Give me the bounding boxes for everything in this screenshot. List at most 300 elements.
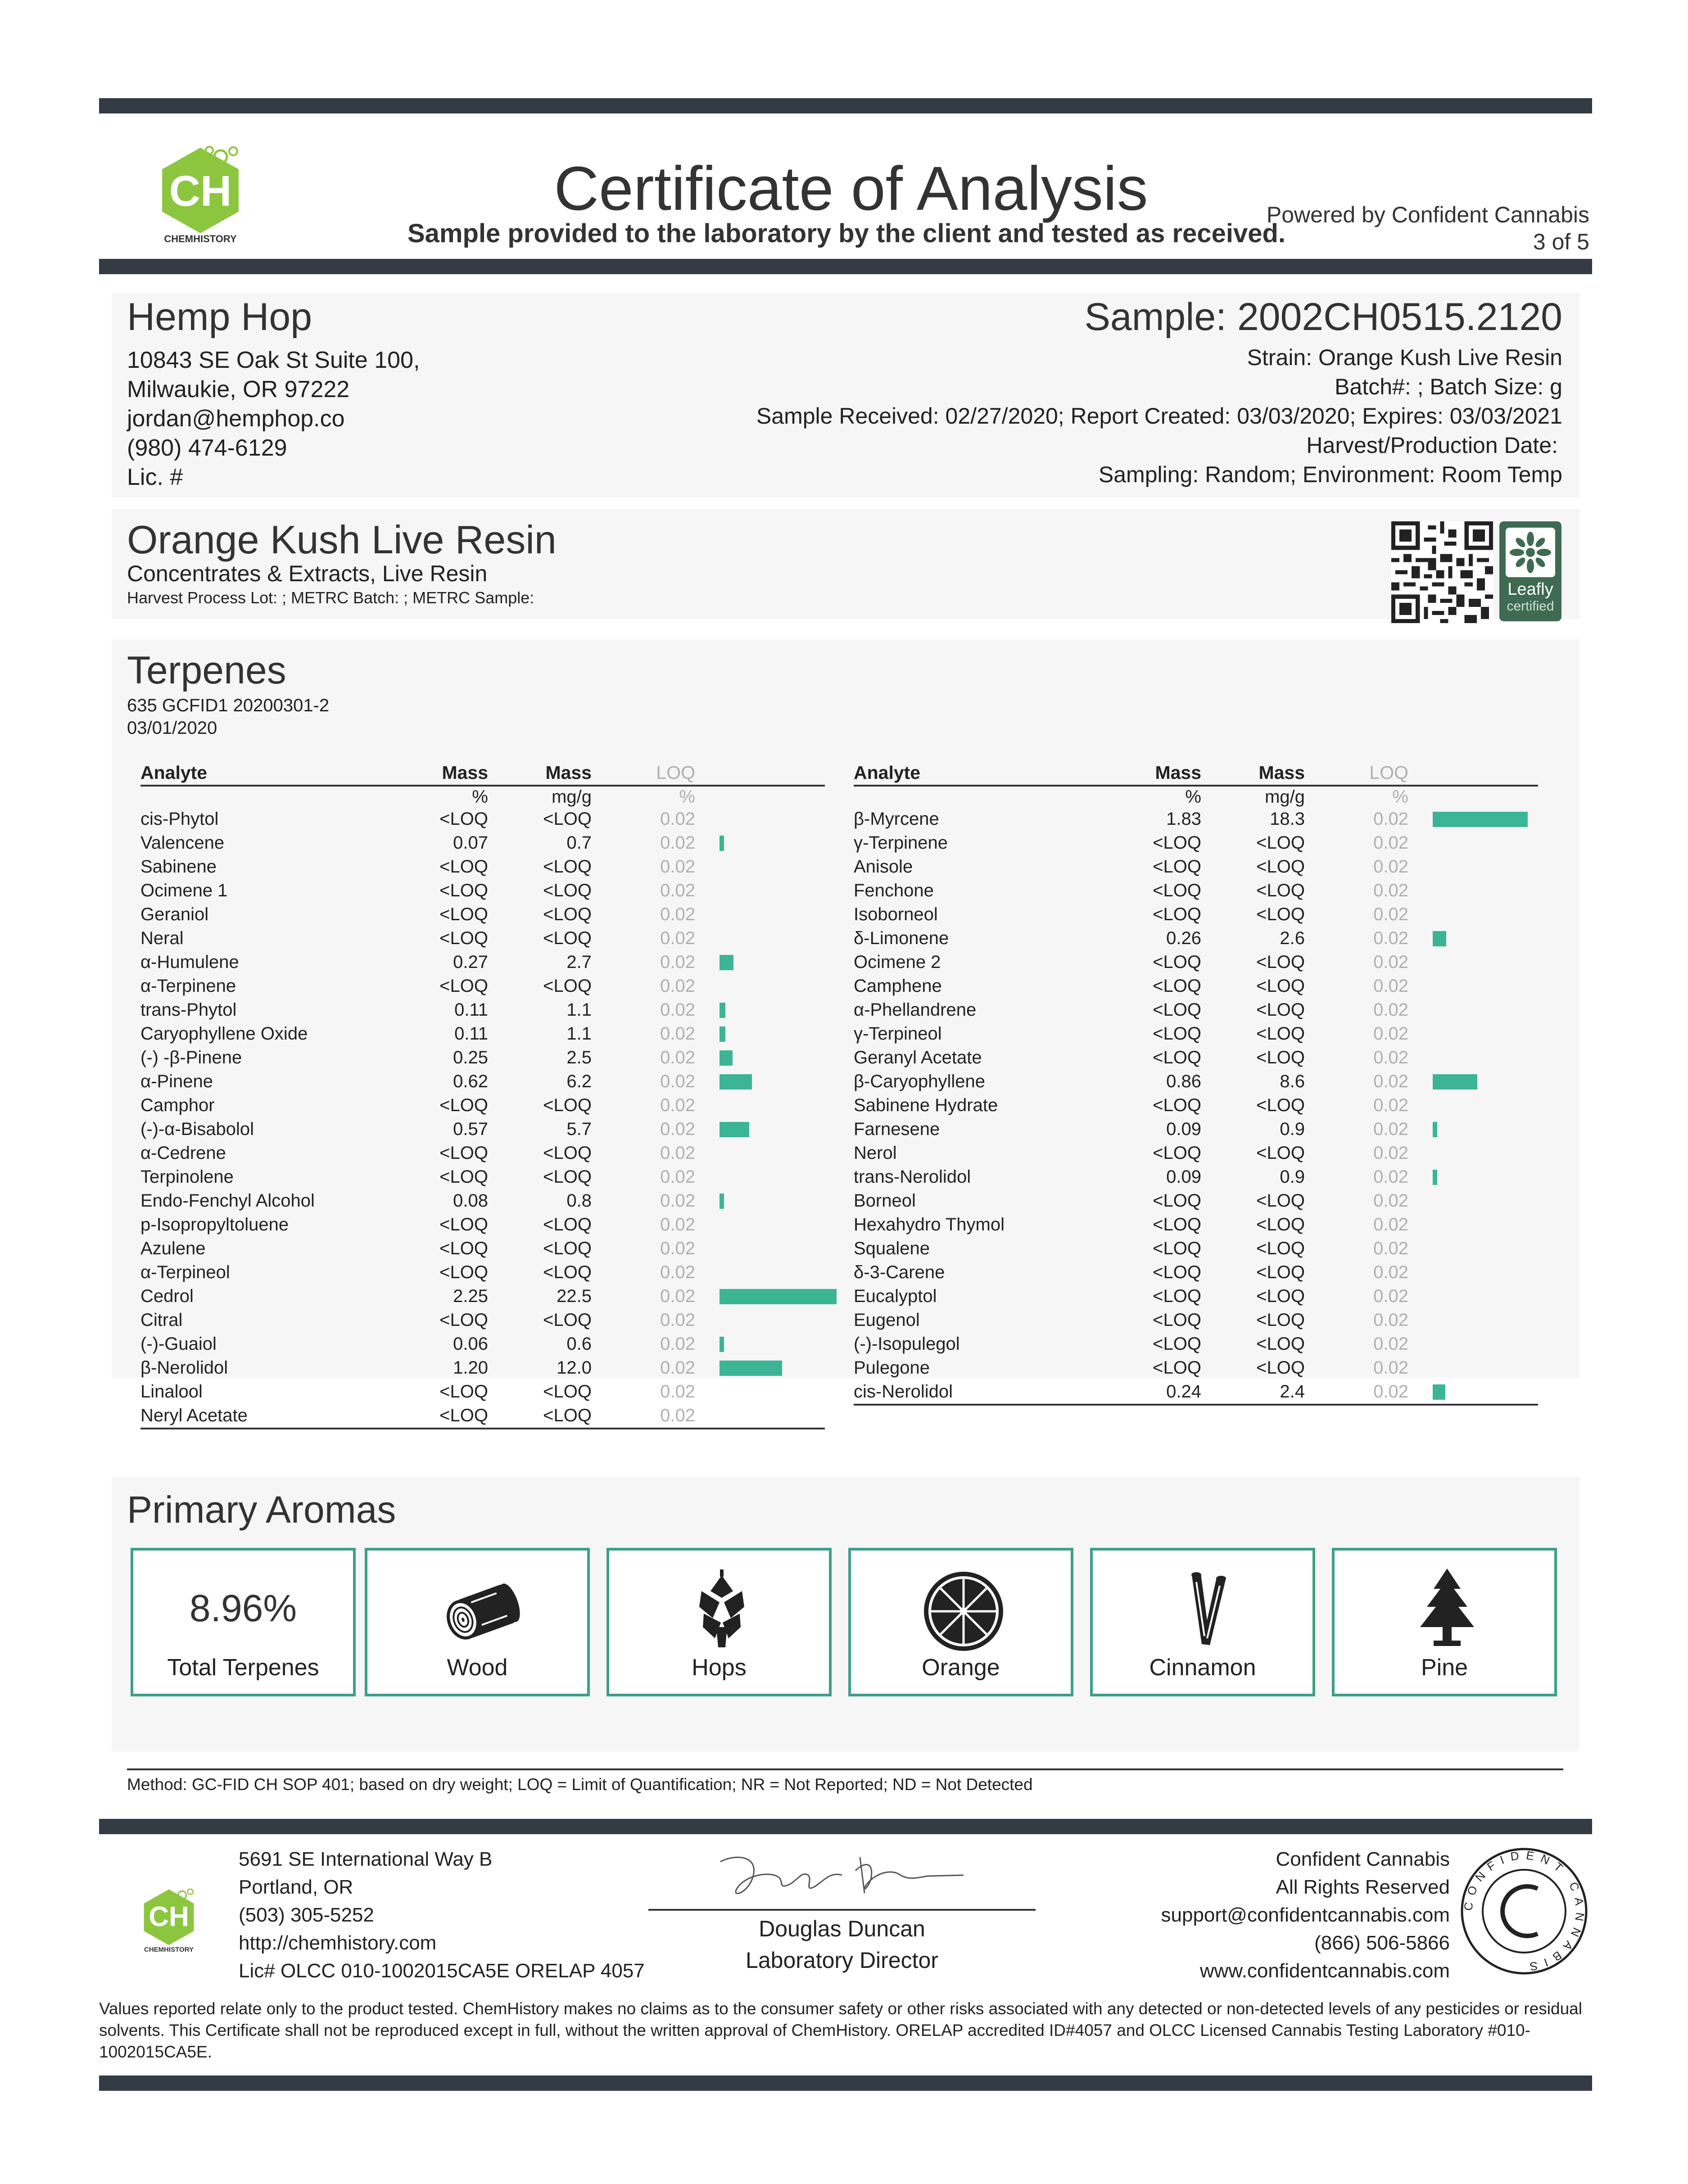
loq-value: 0.02: [660, 1167, 695, 1187]
bar-cell: [703, 831, 825, 855]
mass-percent: 2.25: [453, 1286, 488, 1306]
mass-percent: 0.25: [453, 1048, 488, 1067]
terpene-row: [854, 1308, 1538, 1332]
total-terpenes-box: [131, 1548, 356, 1696]
terpene-row: [140, 1308, 825, 1332]
terpene-row: [140, 879, 825, 903]
mass-percent: 0.11: [454, 1024, 488, 1044]
terpene-row: [140, 974, 825, 998]
mass-mg-per-g: 22.5: [557, 1286, 592, 1306]
footer-logo-caption: CHEMHISTORY: [144, 1946, 194, 1953]
loq-value: 0.02: [1373, 952, 1408, 972]
terpene-row: [140, 1117, 825, 1141]
bar-cell: [703, 807, 825, 831]
terpene-row: [140, 1141, 825, 1165]
mass-percent: <LOQ: [439, 1215, 488, 1234]
mass-percent: <LOQ: [439, 1167, 488, 1187]
unit-pct: %: [1185, 787, 1201, 807]
concentration-bar: [720, 1337, 724, 1352]
concentration-bar: [720, 1050, 733, 1066]
loq-value: 0.02: [660, 809, 695, 829]
aroma-pine-box: [1332, 1548, 1557, 1696]
hops-icon: [677, 1564, 767, 1654]
analyte-name: Geraniol: [140, 904, 209, 924]
mass-mg-per-g: 2.7: [566, 952, 592, 972]
bar-cell: [703, 1141, 825, 1165]
aroma-label: Hops: [692, 1655, 747, 1681]
mass-mg-per-g: <LOQ: [1256, 1262, 1305, 1282]
mass-percent: <LOQ: [439, 1310, 488, 1330]
analyte-name: δ-3-Carene: [854, 1262, 945, 1282]
mass-mg-per-g: <LOQ: [543, 1143, 592, 1163]
terpene-row: [140, 1046, 825, 1070]
mass-mg-per-g: 2.5: [566, 1048, 592, 1067]
mass-percent: <LOQ: [439, 928, 488, 948]
footer-chemhistory-logo: [135, 1886, 203, 1954]
director-signature: [711, 1844, 973, 1907]
mass-mg-per-g: <LOQ: [1256, 904, 1305, 924]
mass-mg-per-g: 1.1: [566, 1024, 592, 1044]
mass-percent: <LOQ: [1153, 1215, 1201, 1234]
log-icon: [435, 1564, 525, 1654]
mass-percent: 0.09: [1166, 1119, 1201, 1139]
loq-value: 0.02: [1373, 1167, 1408, 1187]
mass-percent: 0.86: [1166, 1072, 1201, 1091]
terpene-row: [140, 998, 825, 1022]
aroma-label: Wood: [447, 1655, 508, 1681]
bar-cell: [1416, 998, 1538, 1022]
bar-cell: [703, 1213, 825, 1237]
terpene-row: [140, 807, 825, 831]
mass-percent: <LOQ: [1153, 952, 1201, 972]
loq-value: 0.02: [1373, 1000, 1408, 1020]
loq-value: 0.02: [660, 904, 695, 924]
header-analyte: Analyte: [854, 761, 1128, 786]
terpene-row: [854, 1046, 1538, 1070]
analyte-name: cis-Phytol: [140, 809, 219, 829]
bar-cell: [1416, 1332, 1538, 1356]
analyte-name: Camphene: [854, 976, 942, 996]
terpene-row: [140, 927, 825, 950]
concentration-bar: [720, 1074, 752, 1090]
bar-cell: [703, 927, 825, 950]
mass-mg-per-g: <LOQ: [543, 928, 592, 948]
bar-cell: [1416, 1141, 1538, 1165]
analyte-name: β-Myrcene: [854, 809, 939, 829]
bar-cell: [1416, 1094, 1538, 1117]
analyte-name: α-Humulene: [140, 952, 239, 972]
loq-value: 0.02: [1313, 1380, 1416, 1405]
analyte-name: α-Phellandrene: [854, 1000, 977, 1020]
loq-value: 0.02: [660, 1358, 695, 1378]
mass-percent: <LOQ: [439, 1382, 488, 1402]
mass-percent: <LOQ: [439, 904, 488, 924]
loq-value: 0.02: [660, 1286, 695, 1306]
loq-value: 0.02: [660, 1143, 695, 1163]
concentration-bar: [1433, 1074, 1477, 1090]
terpene-row: [854, 1261, 1538, 1284]
mass-percent: <LOQ: [1153, 1095, 1201, 1115]
top-bar: [99, 98, 1592, 113]
logo-text: CH: [169, 167, 232, 215]
client-address2: Milwaukie, OR 97222: [127, 376, 350, 402]
bar-cell: [703, 1237, 825, 1261]
bar-cell: [1416, 1261, 1538, 1284]
bar-cell: [1416, 950, 1538, 974]
bar-cell: [703, 974, 825, 998]
sample-harvest: Harvest/Production Date:: [1306, 433, 1558, 458]
bar-cell: [1416, 1356, 1538, 1380]
loq-value: 0.02: [660, 1239, 695, 1258]
mass-percent: 0.26: [1166, 928, 1201, 948]
mass-mg-per-g: <LOQ: [1256, 1334, 1305, 1354]
mass-percent: <LOQ: [439, 809, 488, 829]
mass-mg-per-g: 0.9: [1280, 1167, 1305, 1187]
bar-cell: [703, 1046, 825, 1070]
bar-cell: [703, 855, 825, 879]
aroma-hops-box: [606, 1548, 832, 1696]
concentration-bar: [720, 1003, 725, 1018]
leafly-leaf-icon: [1506, 528, 1555, 577]
header-loq: LOQ: [600, 761, 703, 786]
analyte-name: Borneol: [854, 1191, 916, 1211]
director-name: Douglas Duncan: [759, 1916, 925, 1941]
terpene-row: [140, 1380, 825, 1404]
terpene-row: [140, 1213, 825, 1237]
mass-mg-per-g: 12.0: [557, 1358, 592, 1378]
mass-percent: <LOQ: [1153, 1286, 1201, 1306]
qr-code[interactable]: [1391, 521, 1493, 623]
analyte-name: trans-Phytol: [140, 1000, 237, 1020]
mass-percent: 0.09: [1166, 1167, 1201, 1187]
terpene-row: [140, 1237, 825, 1261]
bar-cell: [1416, 831, 1538, 855]
analyte-name: Neryl Acetate: [140, 1404, 415, 1429]
unit-blank: [854, 786, 1128, 807]
bar-cell: [703, 1332, 825, 1356]
terpene-row: [854, 998, 1538, 1022]
pine-tree-icon: [1402, 1564, 1492, 1654]
loq-value: 0.02: [660, 833, 695, 853]
mass-mg-per-g: <LOQ: [1256, 976, 1305, 996]
terpene-row: [854, 1022, 1538, 1046]
mass-mg-per-g: <LOQ: [543, 857, 592, 877]
mass-percent: <LOQ: [1153, 857, 1201, 877]
bar-cell: [703, 1165, 825, 1189]
lab-license: Lic# OLCC 010-1002015CA5E ORELAP 4057: [239, 1960, 645, 1982]
terpene-row: [854, 1141, 1538, 1165]
terpene-row: [854, 879, 1538, 903]
loq-value: 0.02: [1373, 881, 1408, 900]
mass-mg-per-g: <LOQ: [1256, 1310, 1305, 1330]
bar-cell: [703, 903, 825, 927]
mass-percent: 1.20: [453, 1358, 488, 1378]
leafly-badge: [1499, 521, 1561, 621]
bar-cell: [1416, 1117, 1538, 1141]
loq-value: 0.02: [1373, 1143, 1408, 1163]
terpene-row: [140, 1356, 825, 1380]
analyte-name: Terpinolene: [140, 1167, 234, 1187]
header-analyte: Analyte: [140, 761, 415, 786]
bar-cell: [1416, 855, 1538, 879]
terpenes-table-right: [854, 761, 1538, 1406]
terpene-row: [854, 950, 1538, 974]
analyte-name: α-Terpinene: [140, 976, 236, 996]
analyte-name: α-Pinene: [140, 1072, 213, 1091]
mass-mg-per-g: 0.8: [566, 1191, 592, 1211]
bar-cell: [703, 879, 825, 903]
bar-cell: [1416, 1070, 1538, 1094]
client-license: Lic. #: [127, 464, 183, 490]
mass-percent: <LOQ: [1153, 1310, 1201, 1330]
loq-value: 0.02: [660, 952, 695, 972]
product-name: Orange Kush Live Resin: [127, 517, 557, 562]
terpene-row: [140, 855, 825, 879]
bar-cell: [703, 998, 825, 1022]
mass-percent: 0.11: [454, 1000, 488, 1020]
mass-mg-per-g: 5.7: [566, 1119, 592, 1139]
bar-cell: [1416, 1046, 1538, 1070]
terpenes-date: 03/01/2020: [127, 718, 217, 738]
loq-value: 0.02: [1373, 1119, 1408, 1139]
loq-value: 0.02: [1373, 857, 1408, 877]
mass-percent: 0.08: [453, 1191, 488, 1211]
terpene-row: [854, 974, 1538, 998]
terpene-row: [140, 1284, 825, 1308]
concentration-bar: [720, 1361, 782, 1376]
aroma-label: Pine: [1421, 1655, 1468, 1681]
method-rule: [127, 1768, 1563, 1770]
analyte-name: δ-Limonene: [854, 928, 949, 948]
bar-cell: [1416, 974, 1538, 998]
analyte-name: γ-Terpineol: [854, 1024, 942, 1044]
aroma-label: Cinnamon: [1149, 1655, 1256, 1681]
mass-mg-per-g: <LOQ: [1256, 1048, 1305, 1067]
header-mass-mg: Mass: [1209, 761, 1313, 786]
mass-mg-per-g: <LOQ: [1256, 1000, 1305, 1020]
analyte-name: Eugenol: [854, 1310, 920, 1330]
footer-bar-bottom: [99, 2075, 1592, 2091]
bar-cell: [703, 1070, 825, 1094]
terpene-row: [854, 1284, 1538, 1308]
mass-mg-per-g: 0.7: [566, 833, 592, 853]
header-loq: LOQ: [1313, 761, 1416, 786]
loq-value: 0.02: [1373, 1358, 1408, 1378]
confident-cannabis-seal: [1459, 1846, 1589, 1976]
seal-text: CONFIDENT CANNABIS: [1461, 1848, 1587, 1974]
terpene-row: [140, 1070, 825, 1094]
client-email: jordan@hemphop.co: [127, 406, 345, 432]
mass-mg-per-g: 6.2: [566, 1072, 592, 1091]
analyte-name: (-)-α-Bisabolol: [140, 1119, 254, 1139]
mass-percent: 0.24: [1128, 1380, 1209, 1405]
cc-website[interactable]: www.confidentcannabis.com: [1199, 1960, 1450, 1982]
loq-value: 0.02: [1373, 1310, 1408, 1330]
bar-cell: [1416, 1308, 1538, 1332]
loq-value: 0.02: [660, 1334, 695, 1354]
cc-name: Confident Cannabis: [1276, 1848, 1450, 1870]
lab-address1: 5691 SE International Way B: [239, 1848, 493, 1870]
terpene-row: [854, 1380, 1538, 1405]
analyte-name: Azulene: [140, 1239, 206, 1258]
unit-loq: %: [679, 787, 695, 807]
terpene-row: [854, 1356, 1538, 1380]
terpene-row: [854, 1332, 1538, 1356]
terpene-row: [140, 1189, 825, 1213]
orange-slice-icon: [919, 1564, 1009, 1654]
bar-cell: [1416, 1213, 1538, 1237]
mass-percent: <LOQ: [1153, 833, 1201, 853]
unit-pct: %: [472, 787, 488, 807]
loq-value: 0.02: [660, 1000, 695, 1020]
page-title: Certificate of Analysis: [554, 154, 1148, 223]
bar-cell: [1416, 1189, 1538, 1213]
mass-mg-per-g: <LOQ: [1256, 1215, 1305, 1234]
bar-cell: [1416, 903, 1538, 927]
mass-mg-per-g: <LOQ: [496, 1404, 600, 1429]
bar-cell: [703, 1356, 825, 1380]
concentration-bar: [720, 1289, 837, 1304]
analyte-name: p-Isopropyltoluene: [140, 1215, 289, 1234]
unit-bar: [1416, 786, 1538, 807]
header-bar: [703, 761, 825, 786]
signature-line: [648, 1909, 1036, 1911]
total-terpenes-label: Total Terpenes: [167, 1655, 319, 1681]
mass-mg-per-g: 2.4: [1209, 1380, 1313, 1405]
mass-mg-per-g: <LOQ: [543, 1310, 592, 1330]
mass-percent: 0.07: [453, 833, 488, 853]
terpene-row: [140, 1094, 825, 1117]
mass-mg-per-g: <LOQ: [1256, 952, 1305, 972]
sample-id: Sample: 2002CH0515.2120: [1084, 295, 1562, 339]
analyte-name: Citral: [140, 1310, 183, 1330]
loq-value: 0.02: [1373, 833, 1408, 853]
mass-mg-per-g: <LOQ: [543, 1382, 592, 1402]
analyte-name: (-)-Isopulegol: [854, 1334, 960, 1354]
unit-mg: mg/g: [1265, 787, 1305, 807]
mass-mg-per-g: 0.9: [1280, 1119, 1305, 1139]
analyte-name: α-Cedrene: [140, 1143, 226, 1163]
mass-mg-per-g: <LOQ: [1256, 881, 1305, 900]
mass-percent: <LOQ: [1153, 1334, 1201, 1354]
analyte-name: Farnesene: [854, 1119, 940, 1139]
loq-value: 0.02: [660, 976, 695, 996]
loq-value: 0.02: [660, 1095, 695, 1115]
terpene-row: [854, 855, 1538, 879]
mass-percent: <LOQ: [1153, 1239, 1201, 1258]
loq-value: 0.02: [660, 1310, 695, 1330]
method-note: Method: GC-FID CH SOP 401; based on dry weight; LOQ = Limit of Quantification; NR = Not Reported; ND = Not Detected: [127, 1775, 1033, 1794]
mass-percent: <LOQ: [1153, 1143, 1201, 1163]
leafly-certified: certified: [1507, 599, 1554, 614]
loq-value: 0.02: [660, 1119, 695, 1139]
product-lot: Harvest Process Lot: ; METRC Batch: ; METRC Sample:: [127, 588, 534, 607]
mass-mg-per-g: 1.1: [566, 1000, 592, 1020]
header-mass-pct: Mass: [415, 761, 496, 786]
bar-cell: [703, 1284, 825, 1308]
terpene-row: [854, 1189, 1538, 1213]
powered-by: Powered by Confident Cannabis: [1266, 202, 1589, 227]
concentration-bar: [1433, 931, 1446, 946]
concentration-bar: [720, 955, 733, 970]
terpene-row: [854, 1070, 1538, 1094]
bar-cell: [1416, 1380, 1538, 1405]
analyte-name: Ocimene 2: [854, 952, 941, 972]
analyte-name: Nerol: [854, 1143, 897, 1163]
concentration-bar: [1433, 812, 1528, 827]
bar-cell: [1416, 1284, 1538, 1308]
mass-percent: <LOQ: [415, 1404, 496, 1429]
terpene-row: [854, 903, 1538, 927]
mass-percent: <LOQ: [1153, 1358, 1201, 1378]
mass-mg-per-g: <LOQ: [1256, 1239, 1305, 1258]
mass-mg-per-g: 2.6: [1280, 928, 1305, 948]
aroma-cinnamon-box: [1090, 1548, 1315, 1696]
terpene-row: [140, 1165, 825, 1189]
mass-percent: 0.27: [453, 952, 488, 972]
mass-mg-per-g: <LOQ: [1256, 833, 1305, 853]
terpenes-instrument: 635 GCFID1 20200301-2: [127, 696, 330, 715]
loq-value: 0.02: [1373, 1262, 1408, 1282]
loq-value: 0.02: [660, 928, 695, 948]
loq-value: 0.02: [660, 1262, 695, 1282]
terpene-row: [854, 1213, 1538, 1237]
mass-percent: 0.06: [453, 1334, 488, 1354]
mass-percent: <LOQ: [439, 1239, 488, 1258]
analyte-name: Fenchone: [854, 881, 934, 900]
analyte-name: (-) -β-Pinene: [140, 1048, 242, 1067]
terpene-row: [140, 831, 825, 855]
mass-percent: <LOQ: [439, 1262, 488, 1282]
mass-mg-per-g: <LOQ: [543, 1262, 592, 1282]
lab-website[interactable]: http://chemhistory.com: [239, 1932, 437, 1954]
mass-percent: <LOQ: [439, 881, 488, 900]
terpene-row: [140, 950, 825, 974]
analyte-name: trans-Nerolidol: [854, 1167, 971, 1187]
unit-loq: %: [1392, 787, 1408, 807]
unit-blank: [140, 786, 415, 807]
mass-mg-per-g: <LOQ: [1256, 1143, 1305, 1163]
terpene-row: [854, 1094, 1538, 1117]
loq-value: 0.02: [660, 1382, 695, 1402]
mass-mg-per-g: <LOQ: [1256, 1024, 1305, 1044]
footer-bar-top: [99, 1819, 1592, 1834]
loq-value: 0.02: [660, 881, 695, 900]
bar-cell: [703, 1308, 825, 1332]
header-mass-mg: Mass: [496, 761, 600, 786]
bar-cell: [1416, 927, 1538, 950]
terpene-row: [854, 807, 1538, 831]
loq-value: 0.02: [1373, 1024, 1408, 1044]
bar-cell: [703, 950, 825, 974]
mass-percent: <LOQ: [1153, 1000, 1201, 1020]
bar-cell: [703, 1189, 825, 1213]
cc-email[interactable]: support@confidentcannabis.com: [1161, 1904, 1450, 1926]
loq-value: 0.02: [1373, 1191, 1408, 1211]
bar-cell: [1416, 1237, 1538, 1261]
mass-percent: <LOQ: [439, 1095, 488, 1115]
aroma-orange-box: [848, 1548, 1073, 1696]
cc-rights: All Rights Reserved: [1276, 1876, 1450, 1898]
aroma-wood-box: [365, 1548, 590, 1696]
concentration-bar: [1433, 1384, 1445, 1400]
loq-value: 0.02: [660, 1191, 695, 1211]
bar-cell: [703, 1261, 825, 1284]
cc-phone: (866) 506-5866: [1314, 1932, 1450, 1954]
bar-cell: [703, 1022, 825, 1046]
unit-bar: [703, 786, 825, 807]
bar-cell: [703, 1404, 825, 1429]
